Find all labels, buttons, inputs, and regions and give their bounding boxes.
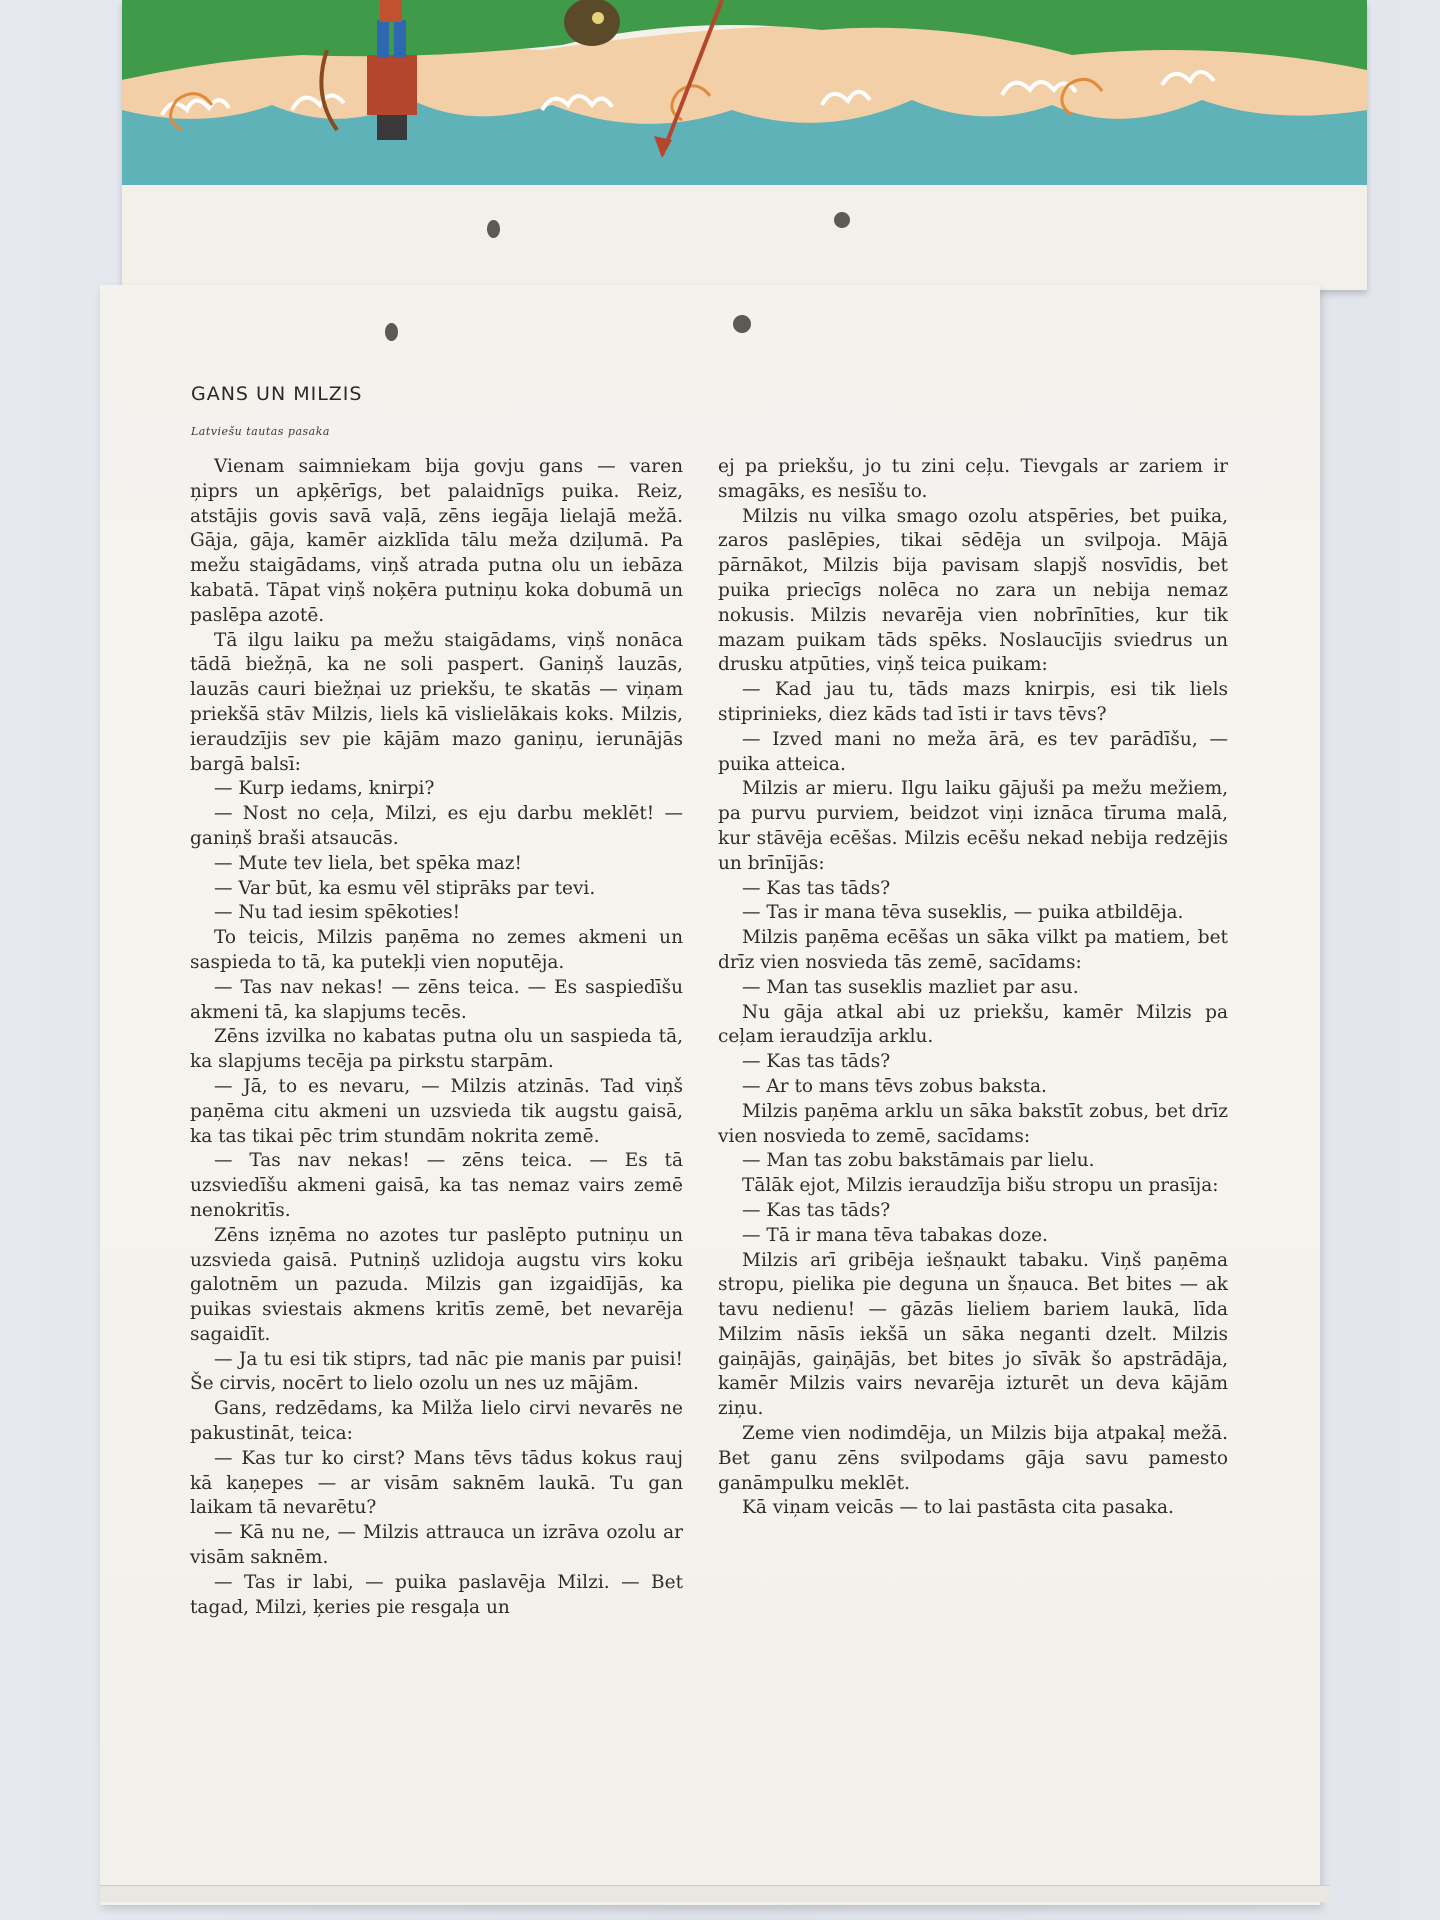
paragraph: — Ja tu esi tik stiprs, tad nāc pie manis par puisi! Še cirvis, nocērt to lielo ozolu un nes uz mājām. (190, 1348, 683, 1395)
right-column (718, 455, 1228, 1521)
paragraph: — Man tas zobu bakstāmais par lielu. (742, 1150, 1095, 1172)
story-subtitle: Latviešu tautas pasaka (191, 425, 330, 438)
binding-hole-left-lower (385, 323, 398, 341)
paragraph: — Tā ir mana tēva tabakas doze. (742, 1224, 1048, 1246)
paragraph: — Tas nav nekas! — zēns teica. — Es tā uzsviedīšu akmeni gaisā, ka tas nemaz vairs zemē nenokritīs. (190, 1150, 683, 1221)
paragraph: — Kas tur ko cirst? Mans tēvs tādus kokus rauj kā kaņepes — ar visām saknēm laukā. Tu gan laikam tā nevarētu? (190, 1447, 683, 1519)
paragraph: — Ar to mans tēvs zobus baksta. (742, 1075, 1047, 1097)
paragraph: — Jā, to es nevaru, — Milzis atzinās. Tad viņš paņēma citu akmeni un uzsvieda tik augstu gaisā, ka tas tikai pēc trim stundām nokrita zemē. (190, 1075, 683, 1147)
paragraph: Vienam saimniekam bija govju gans — varen ņiprs un apķērīgs, bet palaidnīgs puika. Reiz, atstājis govis savā vaļā, zēns iegāja lielajā mežā. Gāja, gāja, kamēr aizklīda tālu meža dziļumā. Pa mežu staigādams, viņš atrada putna olu un iebāza kabatā. Tāpat viņš noķēra putniņu koka dobumā un paslēpa azotē. (190, 456, 683, 626)
paragraph: — Nost no ceļa, Milzi, es eju darbu meklēt! — ganiņš braši atsaucās. (190, 803, 683, 849)
illustrated-page (122, 0, 1367, 290)
paragraph: — Kas tas tāds? (742, 877, 891, 899)
paragraph: — Kad jau tu, tāds mazs knirpis, esi tik liels stiprinieks, diez kāds tad īsti ir tavs tēvs? (718, 679, 1228, 725)
page-edge (100, 1885, 1330, 1902)
paragraph: Nu gāja atkal abi uz priekšu, kamēr Milzis pa ceļam ieraudzīja arklu. (718, 1001, 1228, 1048)
paragraph: — Kurp iedams, knirpi? (214, 778, 435, 800)
paragraph: — Izved mani no meža ārā, es tev parādīšu, — puika atteica. (718, 728, 1228, 775)
paragraph: Milzis ar mieru. Ilgu laiku gājuši pa mežu mežiem, pa purvu purviem, beidzot viņi iznāca tīruma malā, kur stāvēja ecēšas. Milzis ecēšu nekad nebija redzējis un brīnījās: (718, 778, 1228, 874)
paragraph: Milzis arī gribēja iešņaukt tabaku. Viņš paņēma stropu, pielika pie deguna un šņauca. Bet bites — ak tavu nedienu! — gāzās lieliem bariem laukā, līda Milzim nāsīs iekšā un sāka neganti dzelt. Milzis gaiņājās, gaiņājās, bet bites jo sīvāk šo apstrādāja, kamēr Milzis vairs nevarēja izturēt un deva kājām ziņu. (718, 1249, 1228, 1420)
paragraph: Milzis paņēma arklu un sāka bakstīt zobus, bet drīz vien nosvieda to zemē, sacīdams: (718, 1100, 1228, 1147)
story-title: GANS UN MILZIS (191, 383, 363, 405)
paragraph: Milzis nu vilka smago ozolu atspēries, bet puika, zaros paslēpies, tikai sēdēja un svilpoja. Mājā pārnākot, Milzis bija pavisam slapjš nosvīdis, bet puika priecīgs nolēca no zara un nebija nemaz nokusis. Milzis nevarēja vien nobrīnīties, kur tik mazam puikam tāds spēks. Noslaucījis sviedrus un drusku atpūties, viņš teica puikam: (718, 505, 1228, 676)
paragraph: ej pa priekšu, jo tu zini ceļu. Tievgals ar zariem ir smagāks, es nesīšu to. (718, 456, 1228, 502)
paragraph: — Var būt, ka esmu vēl stiprāks par tevi. (214, 877, 596, 899)
paragraph: — Nu tad iesim spēkoties! (214, 902, 461, 924)
binding-hole-right-lower (733, 315, 751, 333)
paragraph: — Tas ir mana tēva suseklis, — puika atbildēja. (742, 902, 1184, 924)
paragraph: Zēns izvilka no kabatas putna olu un saspieda tā, ka slapjums tecēja pa pirkstu starpām. (190, 1026, 683, 1073)
paragraph: — Kā nu ne, — Milzis attrauca un izrāva ozolu ar visām saknēm. (190, 1522, 683, 1569)
paragraph: Gans, redzēdams, ka Milža lielo cirvi nevarēs ne pakustināt, teica: (190, 1398, 683, 1445)
text-page (100, 285, 1320, 1905)
paragraph: Zēns izņēma no azotes tur paslēpto putniņu un uzsvieda gaisā. Putniņš uzlidoja augstu virs koku galotnēm un pazuda. Milzis gan izgaidījās, ka puikas sviestais akmens kritīs zemē, bet nevarēja sagaidīt. (190, 1224, 683, 1345)
booklet (100, 0, 1320, 1905)
paragraph: To teicis, Milzis paņēma no zemes akmeni un saspieda to tā, ka putekļi vien noputēja. (190, 927, 683, 973)
paragraph: — Mute tev liela, bet spēka maz! (214, 852, 522, 874)
paragraph: — Man tas suseklis mazliet par asu. (742, 976, 1079, 998)
paragraph: — Kas tas tāds? (742, 1199, 891, 1221)
paragraph: — Tas ir labi, — puika paslavēja Milzi. — Bet tagad, Milzi, ķeries pie resgaļa un (190, 1571, 683, 1618)
paragraph: — Kas tas tāds? (742, 1051, 891, 1073)
paragraph: Milzis paņēma ecēšas un sāka vilkt pa matiem, bet drīz vien nosvieda tās zemē, sacīdams: (718, 927, 1228, 973)
paragraph: Tālāk ejot, Milzis ieraudzīja bišu stropu un prasīja: (742, 1175, 1219, 1197)
paragraph: Kā viņam veicās — to lai pastāsta cita pasaka. (742, 1497, 1174, 1519)
binding-hole-right (834, 212, 850, 228)
binding-hole-left (487, 220, 500, 238)
paragraph: Zeme vien nodimdēja, un Milzis bija atpakaļ mežā. Bet ganu zēns svilpodams gāja savu pamesto ganāmpulku meklēt. (718, 1423, 1228, 1494)
paragraph: Tā ilgu laiku pa mežu staigādams, viņš nonāca tādā biežņā, ka ne soli paspert. Ganiņš lauzās, lauzās cauri biežņai uz priekšu, te skatās — viņam priekšā stāv Milzis, liels kā vislielākais koks. Milzis, ieraudzījis sev pie kājām mazo ganiņu, ierunājās bargā balsī: (190, 629, 683, 775)
paragraph: — Tas nav nekas! — zēns teica. — Es saspiedīšu akmeni tā, ka slapjums tecēs. (190, 976, 683, 1023)
folk-illustration (122, 0, 1367, 290)
left-column (190, 455, 683, 1620)
